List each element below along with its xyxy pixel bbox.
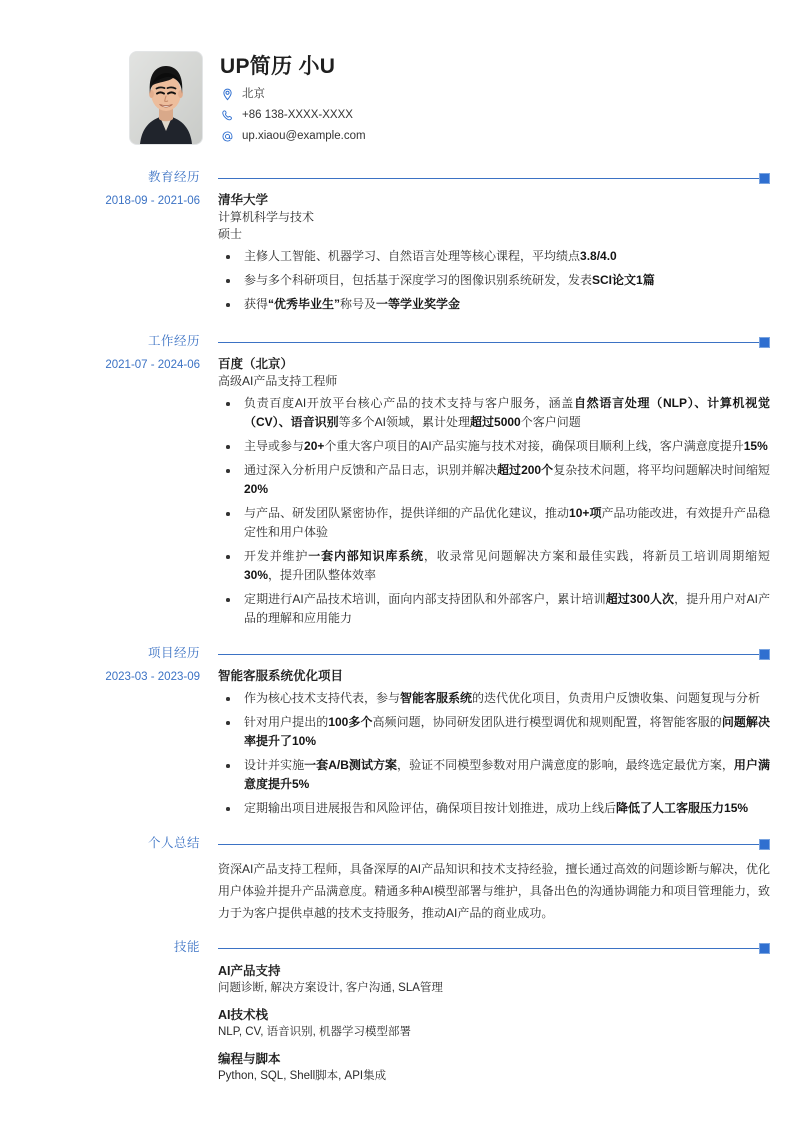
- section-divider: [218, 948, 770, 949]
- bullet-item: 与产品、研发团队紧密协作，提供详细的产品优化建议，推动10+项产品功能改进，有效提升产品稳定性和用户体验: [218, 504, 770, 542]
- section-divider: [218, 342, 770, 343]
- section-header-education: [0, 166, 800, 188]
- project-title: 智能客服系统优化项目: [218, 669, 344, 684]
- summary-text: 资深AI产品支持工程师，具备深厚的AI产品知识和技术支持经验，擅长通过高效的问题诊断与解决，优化用户体验并提升产品满意度。精通多种AI模型部署与维护，具备出色的沟通协调能力和项目管理能力，致力于为客户提供卓越的技术支持服务，推动AI产品的商业成功。: [218, 862, 770, 921]
- education-major: 计算机科学与技术: [218, 210, 315, 225]
- education-degree: 硕士: [218, 227, 243, 242]
- section-label-skills: 技能: [173, 940, 200, 955]
- section-header-project: [0, 642, 800, 664]
- bullet-item: 主导或参与20+个重大客户项目的AI产品实施与技术对接，确保项目顺利上线，客户满意度提升15%: [218, 437, 770, 456]
- work-position: 高级AI产品支持工程师: [218, 374, 338, 389]
- section-work: [0, 330, 800, 628]
- section-marker-square: [759, 173, 770, 184]
- skill-group-detail: NLP, CV, 语音识别, 机器学习模型部署: [218, 1026, 411, 1039]
- section-marker-square: [759, 649, 770, 660]
- skill-group: [218, 1006, 770, 1041]
- bullet-item: 定期输出项目进展报告和风险评估，确保项目按计划推进，成功上线后降低了人工客服压力15%: [218, 799, 770, 818]
- work-bullets: [218, 394, 770, 628]
- section-header-work: [0, 330, 800, 352]
- project-entry: [0, 668, 800, 818]
- bullet-item: 针对用户提出的100多个高频问题，协同研发团队进行模型调优和规则配置，将智能客服的问题解决率提升了10%: [218, 713, 770, 751]
- contact-location-text: 北京: [242, 88, 265, 101]
- email-at-icon: [220, 129, 235, 144]
- skill-group-name: 编程与脚本: [218, 1052, 281, 1067]
- contact-email-text: up.xiaou@example.com: [242, 130, 366, 143]
- section-label-work: 工作经历: [147, 334, 200, 349]
- skill-group: [218, 962, 770, 997]
- contact-phone: [220, 108, 366, 123]
- section-label-education: 教育经历: [147, 170, 200, 185]
- section-divider: [218, 844, 770, 845]
- section-marker-square: [759, 337, 770, 348]
- contact-phone-text: +86 138-XXXX-XXXX: [242, 109, 353, 122]
- skills-list: [218, 962, 770, 1085]
- section-divider: [218, 654, 770, 655]
- avatar: [130, 52, 202, 144]
- bullet-item: 设计并实施一套A/B测试方案，验证不同模型参数对用户满意度的影响，最终选定最优方案，用户满意度提升5%: [218, 756, 770, 794]
- bullet-item: 负责百度AI开放平台核心产品的技术支持与客户服务，涵盖自然语言处理（NLP）、计算机视觉（CV）、语音识别等多个AI领域，累计处理超过5000个客户问题: [218, 394, 770, 432]
- section-label-project: 项目经历: [147, 646, 200, 661]
- bullet-item: 参与多个科研项目，包括基于深度学习的图像识别系统研发，发表SCI论文1篇: [218, 271, 770, 290]
- contact-email: [220, 129, 366, 144]
- bullet-item: 作为核心技术支持代表，参与智能客服系统的迭代优化项目，负责用户反馈收集、问题复现与分析: [218, 689, 770, 708]
- bullet-item: 开发并维护一套内部知识库系统，收录常见问题解决方案和最佳实践，将新员工培训周期缩短30%，提升团队整体效率: [218, 547, 770, 585]
- section-header-skills: [0, 936, 800, 958]
- education-entry: [0, 192, 800, 314]
- skills-entry: [0, 962, 800, 1085]
- section-skills: [0, 936, 800, 1085]
- project-bullets: [218, 689, 770, 818]
- bullet-item: 主修人工智能、机器学习、自然语言处理等核心课程，平均绩点3.8/4.0: [218, 247, 770, 266]
- header-info: [220, 52, 366, 150]
- skill-group: [218, 1050, 770, 1085]
- bullet-item: 通过深入分析用户反馈和产品日志，识别并解决超过200个复杂技术问题，将平均问题解决时间缩短20%: [218, 461, 770, 499]
- section-project: [0, 642, 800, 818]
- skill-group-name: AI产品支持: [218, 964, 281, 979]
- work-company: 百度（北京）: [218, 357, 294, 372]
- section-education: [0, 166, 800, 314]
- section-marker-square: [759, 839, 770, 850]
- contact-location: [220, 87, 366, 102]
- bullet-item: 定期进行AI产品技术培训，面向内部支持团队和外部客户，累计培训超过300人次，提升用户对AI产品的理解和应用能力: [218, 590, 770, 628]
- education-date: 2018-09 - 2021-06: [105, 195, 200, 208]
- location-pin-icon: [220, 87, 235, 102]
- project-date: 2023-03 - 2023-09: [105, 671, 200, 684]
- work-entry: [0, 356, 800, 628]
- summary-entry: [0, 858, 800, 924]
- bullet-item: 获得“优秀毕业生”称号及一等学业奖学金: [218, 295, 770, 314]
- work-date: 2021-07 - 2024-06: [105, 359, 200, 372]
- section-summary: [0, 832, 800, 924]
- section-label-summary: 个人总结: [147, 836, 200, 851]
- phone-icon: [220, 108, 235, 123]
- section-divider: [218, 178, 770, 179]
- section-marker-square: [759, 943, 770, 954]
- skill-group-detail: 问题诊断, 解决方案设计, 客户沟通, SLA管理: [218, 982, 443, 995]
- education-bullets: [218, 247, 770, 314]
- skill-group-name: AI技术栈: [218, 1008, 269, 1023]
- page-title: UP简历 小U: [220, 55, 336, 78]
- section-header-summary: [0, 832, 800, 854]
- education-school: 清华大学: [218, 193, 269, 208]
- skill-group-detail: Python, SQL, Shell脚本, API集成: [218, 1070, 387, 1083]
- resume-header: [0, 0, 800, 150]
